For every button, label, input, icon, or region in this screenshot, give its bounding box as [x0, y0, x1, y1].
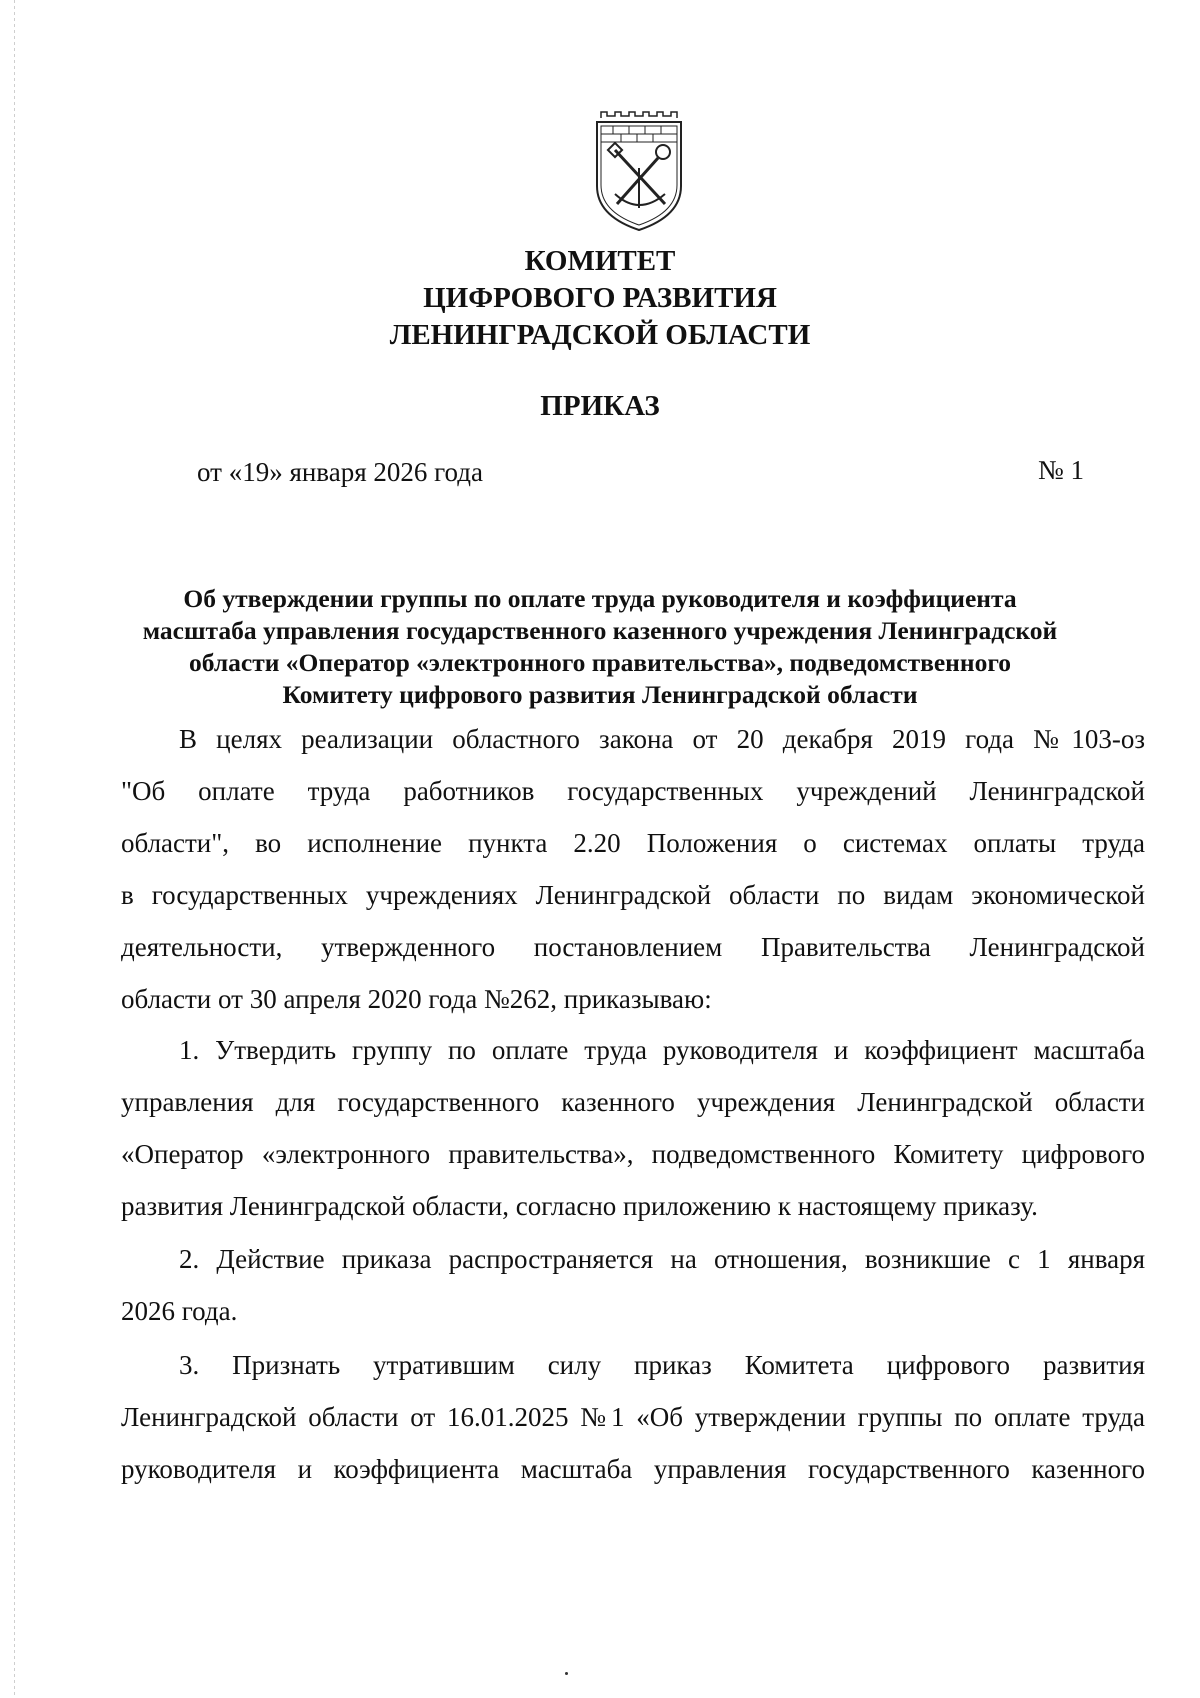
body-line: области", во исполнение пункта 2.20 Положения о системах оплаты труда — [121, 828, 1145, 858]
body-line: деятельности, утвержденного постановлением Правительства Ленинградской — [121, 932, 1145, 962]
body-line: руководителя и коэффициента масштаба управления государственного казенного — [121, 1454, 1145, 1484]
order-number: № 1 — [1038, 455, 1085, 485]
body-line: области от 30 апреля 2020 года №262, приказываю: — [121, 984, 712, 1014]
body-line: 2026 года. — [121, 1296, 238, 1326]
body-line: 2. Действие приказа распространяется на отношения, возникшие с 1 января — [179, 1244, 1145, 1274]
body-line: "Об оплате труда работников государственных учреждений Ленинградской — [121, 776, 1145, 806]
body-line: в государственных учреждениях Ленинградской области по видам экономической — [121, 880, 1145, 910]
title-line: области «Оператор «электронного правительства», подведомственного — [188, 648, 1012, 677]
item-3-paragraph — [121, 1339, 1145, 1495]
header-line-3: ЛЕНИНГРАДСКОЙ ОБЛАСТИ — [389, 319, 811, 351]
title-line: масштаба управления государственного казенного учреждения Ленинградской — [142, 616, 1058, 645]
document-title — [0, 583, 1200, 711]
preamble-paragraph — [121, 713, 1145, 1025]
item-2-paragraph — [121, 1233, 1145, 1337]
body-line: развития Ленинградской области, согласно приложению к настоящему приказу. — [121, 1191, 1038, 1221]
header-line-2: ЦИФРОВОГО РАЗВИТИЯ — [423, 282, 777, 314]
order-date: от «19» января 2026 года — [197, 457, 483, 487]
body-line: 1. Утвердить группу по оплате труда руководителя и коэффициент масштаба — [179, 1035, 1145, 1065]
body-line: «Оператор «электронного правительства», подведомственного Комитету цифрового — [121, 1139, 1145, 1169]
committee-header — [0, 243, 1200, 354]
title-line: Об утверждении группы по оплате труда руководителя и коэффициента — [183, 584, 1017, 613]
body-line: В целях реализации областного закона от 20 декабря 2019 года №103-оз — [179, 724, 1145, 754]
body-line: 3. Признать утратившим силу приказ Комитета цифрового развития — [179, 1350, 1145, 1380]
scan-speck — [565, 1672, 568, 1675]
body-line: Ленинградской области от 16.01.2025 №1 «Об утверждении группы по оплате труда — [121, 1402, 1145, 1432]
coat-of-arms-icon — [593, 108, 685, 232]
title-line: Комитету цифрового развития Ленинградской области — [282, 680, 918, 709]
header-line-1: КОМИТЕТ — [524, 245, 676, 277]
body-line: управления для государственного казенного учреждения Ленинградской области — [121, 1087, 1145, 1117]
item-1-paragraph — [121, 1024, 1145, 1232]
order-title: ПРИКАЗ — [540, 390, 660, 422]
